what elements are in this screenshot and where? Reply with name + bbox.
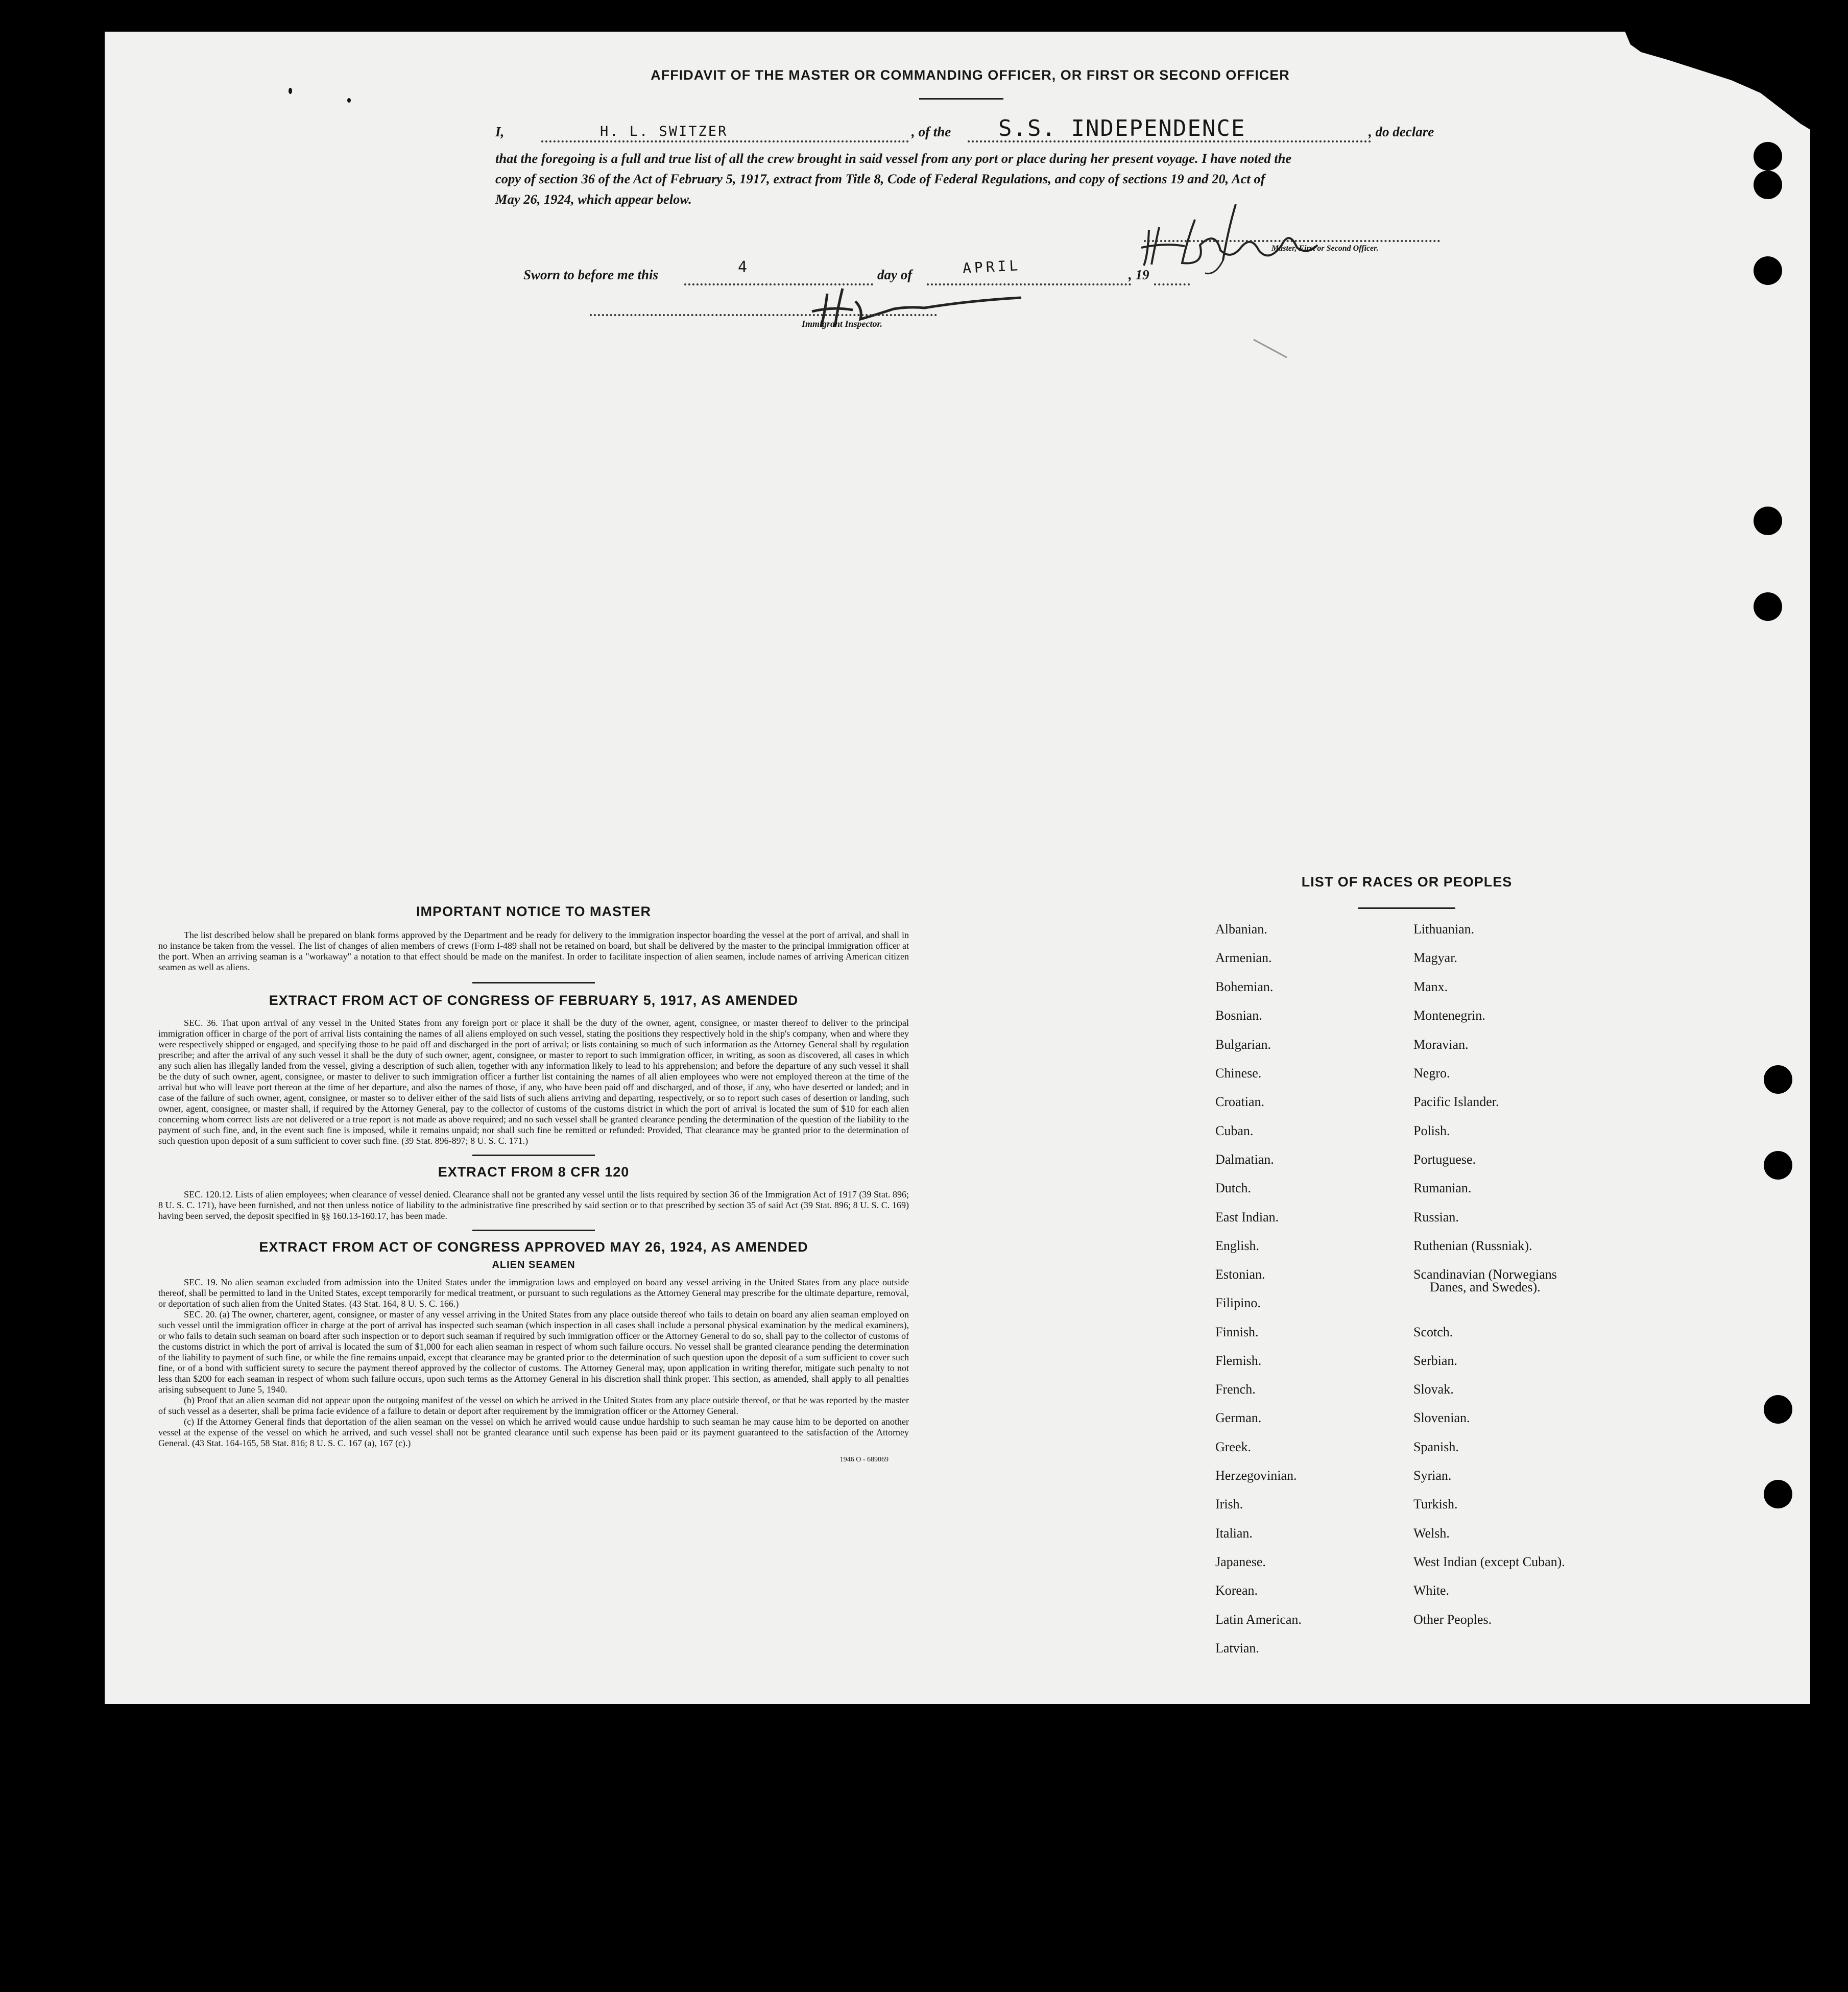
race-item: Chinese. [1215, 1066, 1262, 1081]
ink-speck [347, 98, 351, 103]
declarant-name: H. L. SWITZER [600, 124, 728, 139]
punch-hole [1754, 507, 1782, 535]
stray-mark [1251, 337, 1292, 363]
race-item: White. [1413, 1583, 1450, 1598]
punch-hole [1754, 171, 1782, 199]
section-rule [472, 1155, 595, 1156]
race-item: Bosnian. [1215, 1008, 1262, 1023]
race-item: Finnish. [1215, 1325, 1259, 1339]
section-rule [472, 1230, 595, 1231]
race-item: Russian. [1413, 1210, 1459, 1225]
day-of-label: day of [877, 267, 913, 282]
punch-hole [1754, 142, 1782, 171]
extract-cfr-heading: EXTRACT FROM 8 CFR 120 [438, 1164, 630, 1180]
race-item: Negro. [1413, 1066, 1450, 1081]
race-item: German. [1215, 1410, 1262, 1425]
race-item: Albanian. [1215, 922, 1267, 937]
notice-heading: IMPORTANT NOTICE TO MASTER [416, 904, 651, 919]
sec-20b-text: (b) Proof that an alien seaman did not appear upon the outgoing manifest of the vessel on which he arrived in the United States from any place outside thereof, or that he was reported by the master of such vessel as a deserter, shall be prima facie evidence of a failure to detain or deport after requirement by the immigration officer or the Attorney General. [158, 1395, 909, 1416]
race-item: Scandinavian (Norwegians [1413, 1267, 1557, 1282]
punch-hole [1764, 1395, 1792, 1424]
affidavit-line-2: copy of section 36 of the Act of February 5, 1917, extract from Title 8, Code of Federal Regulations, and copy of sections 19 and 20, Act of [495, 171, 1265, 186]
race-item: Greek. [1215, 1439, 1252, 1454]
race-item: Dutch. [1215, 1181, 1252, 1195]
inspector-caption: Immigrant Inspector. [802, 319, 883, 329]
race-item: Filipino. [1215, 1295, 1261, 1310]
do-declare-label: , do declare [1369, 124, 1434, 139]
race-item: Turkish. [1413, 1497, 1458, 1511]
race-item: Ruthenian (Russniak). [1413, 1238, 1532, 1253]
of-the-label: , of the [911, 124, 951, 139]
punch-hole [1754, 256, 1782, 285]
race-item: Irish. [1215, 1497, 1243, 1511]
race-item: Portuguese. [1413, 1152, 1476, 1167]
race-item: Korean. [1215, 1583, 1258, 1598]
vessel-name: S.S. INDEPENDENCE [998, 115, 1246, 141]
race-item: Bulgarian. [1215, 1037, 1271, 1052]
extract-cfr-text: SEC. 120.12. Lists of alien employees; when clearance of vessel denied. Clearance shall not be granted any vessel until the lists required by section 36 of the Immigration Act of 1917 (39 Stat. 896; 8 U. S. C. 171), have been furnished, and not then unless notice of liability to the administrative fine prescribed by said section or to that prescribed by section 35 of said Act (39 Stat. 896; 8 U. S. C. 169) having been served, the deposit specified in §§ 160.13-160.17, has been made. [158, 1189, 909, 1221]
race-item: Danes, and Swedes). [1430, 1280, 1541, 1294]
declarant-prefix: I, [495, 124, 505, 139]
notice-column [158, 904, 909, 1464]
sworn-prefix: Sworn to before me this [523, 267, 659, 282]
punch-hole [1754, 592, 1782, 621]
race-item: Croatian. [1215, 1094, 1265, 1109]
race-item: Scotch. [1413, 1325, 1453, 1339]
race-item: Spanish. [1413, 1439, 1459, 1454]
race-item: Latvian. [1215, 1641, 1259, 1655]
race-item: French. [1215, 1382, 1256, 1397]
race-item: Rumanian. [1413, 1181, 1472, 1195]
sworn-day: 4 [738, 258, 748, 276]
race-item: Armenian. [1215, 950, 1272, 965]
race-item: Manx. [1413, 979, 1448, 994]
punch-hole [1764, 1065, 1792, 1094]
extract-1917-text: SEC. 36. That upon arrival of any vessel in the United States from any foreign port or place it shall be the duty of the owner, agent, consignee, or master thereof to deliver to the principal immigration officer in charge of the port of arrival lists containing the names of all aliens employed on such vessel, stating the positions they respectively hold in the ship's company, when and where they were respectively shipped or engaged, and specifying those to be paid off and discharged in the port of arrival; or lists containing so much of such information as the Attorney General shall by regulation prescribe; and after the arrival of any such vessel it shall be the duty of such owner, agent, consignee, or master to report to such immigration officer, in writing, as soon as discovered, all cases in which any such alien has illegally landed from the vessel, giving a description of such alien, together with any information likely to lead to his apprehension; and before the departure of any such vessel it shall be the duty of such owner, agent, consignee, or master to deliver to such immigration officer a further list containing the names of all alien employees who were not employed thereon at the time of the arrival but who will leave port thereon at the time of her departure, and also the names of those, if any, who have been paid off and discharged, and of those, if any, who have deserted or landed; and in case of the failure of such owner, agent, consignee, or master so to deliver either of the said lists of such aliens arriving and departing, respectively, or so to report such cases of desertion or landing, such owner, agent, consignee, or master shall, if required by the Attorney General, pay to the collector of customs of the customs district in which the port of arrival is located the sum of $10 for each alien concerning whom correct lists are not delivered or a true report is not made as above required; and no such vessel shall be granted clearance pending the determination of the question of the liability to the payment of such fine, and, in the event such fine is imposed, while it remains unpaid; nor shall such fine be remitted or refunded: Provided, That clearance may be granted prior to the determination of such question upon deposit of a sum sufficient to cover such fine. (39 Stat. 896-897; 8 U. S. C. 171.) [158, 1018, 909, 1146]
race-item: Cuban. [1215, 1123, 1254, 1138]
race-item: West Indian (except Cuban). [1413, 1554, 1565, 1569]
sec-20a-text: SEC. 20. (a) The owner, charterer, agent, consignee, or master of any vessel arriving in the United States from any place outside thereof who fails to detain on board any alien seaman employed on such vessel until the immigration officer in charge at the port of arrival has inspected such seaman (which inspection in all cases shall include a personal physical examination by the medical examiners), or who fails to detain such seaman on board after such inspection or to deport such seaman if required by such immigration officer or the Attorney General to do so, shall pay to the collector of customs of the customs district in which the port of arrival is located the sum of $1,000 for each alien seaman in respect of whom such failure occurs. No vessel shall be granted clearance pending the determination of the liability to payment of such fine, or while the fine remains unpaid, except that clearance may be granted prior to the determination of such question upon the deposit of a sum sufficient to cover such fine, or of a bond with sufficient surety to secure the payment thereof approved by the collector of customs. The Attorney General may, upon application in writing therefor, mitigate such penalty to not less than $200 for each seaman in respect of whom such failure occurs, upon such terms as the Attorney General in his discretion shall think proper. This section, as amended, shall apply to all penalties arising subsequent to June 5, 1940. [158, 1309, 909, 1395]
race-item: Polish. [1413, 1123, 1450, 1138]
race-item: East Indian. [1215, 1210, 1279, 1225]
race-item: Italian. [1215, 1526, 1253, 1541]
punch-hole [1764, 1151, 1792, 1180]
alien-seamen-subheading: ALIEN SEAMEN [492, 1259, 575, 1270]
section-rule [472, 982, 595, 983]
print-code: 1946 O - 689069 [839, 1456, 889, 1463]
affidavit-line-1: that the foregoing is a full and true list of all the crew brought in said vessel from any port or place during her present voyage. I have noted the [495, 151, 1292, 166]
race-item: Serbian. [1413, 1353, 1457, 1368]
race-item: Japanese. [1215, 1554, 1266, 1569]
master-caption: Master, First or Second Officer. [1271, 244, 1379, 253]
race-item: Slovenian. [1413, 1410, 1470, 1425]
punch-hole [1764, 1480, 1792, 1508]
race-item: English. [1215, 1238, 1259, 1253]
year-line [1154, 283, 1190, 285]
affidavit-line-3: May 26, 1924, which appear below. [495, 191, 692, 207]
affidavit-title: AFFIDAVIT OF THE MASTER OR COMMANDING OFFICER, OR FIRST OR SECOND OFFICER [651, 67, 1290, 83]
sworn-month: APRIL [962, 257, 1022, 277]
sec-20c-text: (c) If the Attorney General finds that deportation of the alien seaman on the vessel on which he arrived would cause undue hardship to such seaman he may cause him to be deported on another vessel at the expense of the vessel on which he arrived, and such vessel shall not be granted clearance until such expense has been paid or its payment guaranteed to the satisfaction of the Attorney General. (43 Stat. 164-165, 58 Stat. 816; 8 U. S. C. 167 (a), 167 (c).) [158, 1417, 909, 1448]
race-item: Latin American. [1215, 1612, 1302, 1627]
races-heading: LIST OF RACES OR PEOPLES [1301, 874, 1513, 890]
race-item: Lithuanian. [1413, 922, 1475, 937]
race-item: Welsh. [1413, 1526, 1450, 1541]
race-item: Syrian. [1413, 1468, 1452, 1483]
race-item: Magyar. [1413, 950, 1457, 965]
races-rule [1358, 907, 1455, 909]
race-item: Flemish. [1215, 1353, 1262, 1368]
race-item: Herzegovinian. [1215, 1468, 1297, 1483]
race-item: Bohemian. [1215, 979, 1274, 994]
declarant-line [541, 140, 909, 142]
extract-1924-heading: EXTRACT FROM ACT OF CONGRESS APPROVED MAY 26, 1924, AS AMENDED [259, 1239, 808, 1255]
inspector-signature-line [590, 314, 937, 316]
ink-speck [289, 88, 292, 94]
race-item: Estonian. [1215, 1267, 1265, 1282]
race-item: Moravian. [1413, 1037, 1469, 1052]
race-item: Montenegrin. [1413, 1008, 1485, 1023]
race-item: Slovak. [1413, 1382, 1454, 1397]
notice-text: The list described below shall be prepared on blank forms approved by the Department and be ready for delivery to the immigration inspector boarding the vessel at the port of arrival, and shall in no instance be taken from the vessel. The list of changes of alien members of crews (Form I-489 shall not be retained on board, but shall be delivered by the master to the principal immigration officer at the port. When an arriving seaman is a "workaway" a notation to that effect should be made on the manifest. In order to facilitate inspection of alien seamen, include names of arriving American citizen seamen as well as aliens. [158, 930, 909, 972]
extract-1917-heading: EXTRACT FROM ACT OF CONGRESS OF FEBRUARY 5, 1917, AS AMENDED [269, 993, 799, 1008]
year-prefix: , 19 [1129, 267, 1149, 282]
master-signature-line [1144, 240, 1440, 242]
race-item: Other Peoples. [1413, 1612, 1492, 1627]
title-rule [919, 98, 1003, 100]
race-item: Dalmatian. [1215, 1152, 1274, 1167]
race-item: Pacific Islander. [1413, 1094, 1499, 1109]
sec-19-text: SEC. 19. No alien seaman excluded from admission into the United States under the immigration laws and employed on board any vessel arriving in the United States from any place outside thereof, shall be permitted to land in the United States, except temporarily for medical treatment, or pursuant to such regulations as the Attorney General may prescribe for the ultimate departure, removal, or deportation of such alien from the United States. (43 Stat. 164, 8 U. S. C. 166.) [158, 1277, 909, 1309]
